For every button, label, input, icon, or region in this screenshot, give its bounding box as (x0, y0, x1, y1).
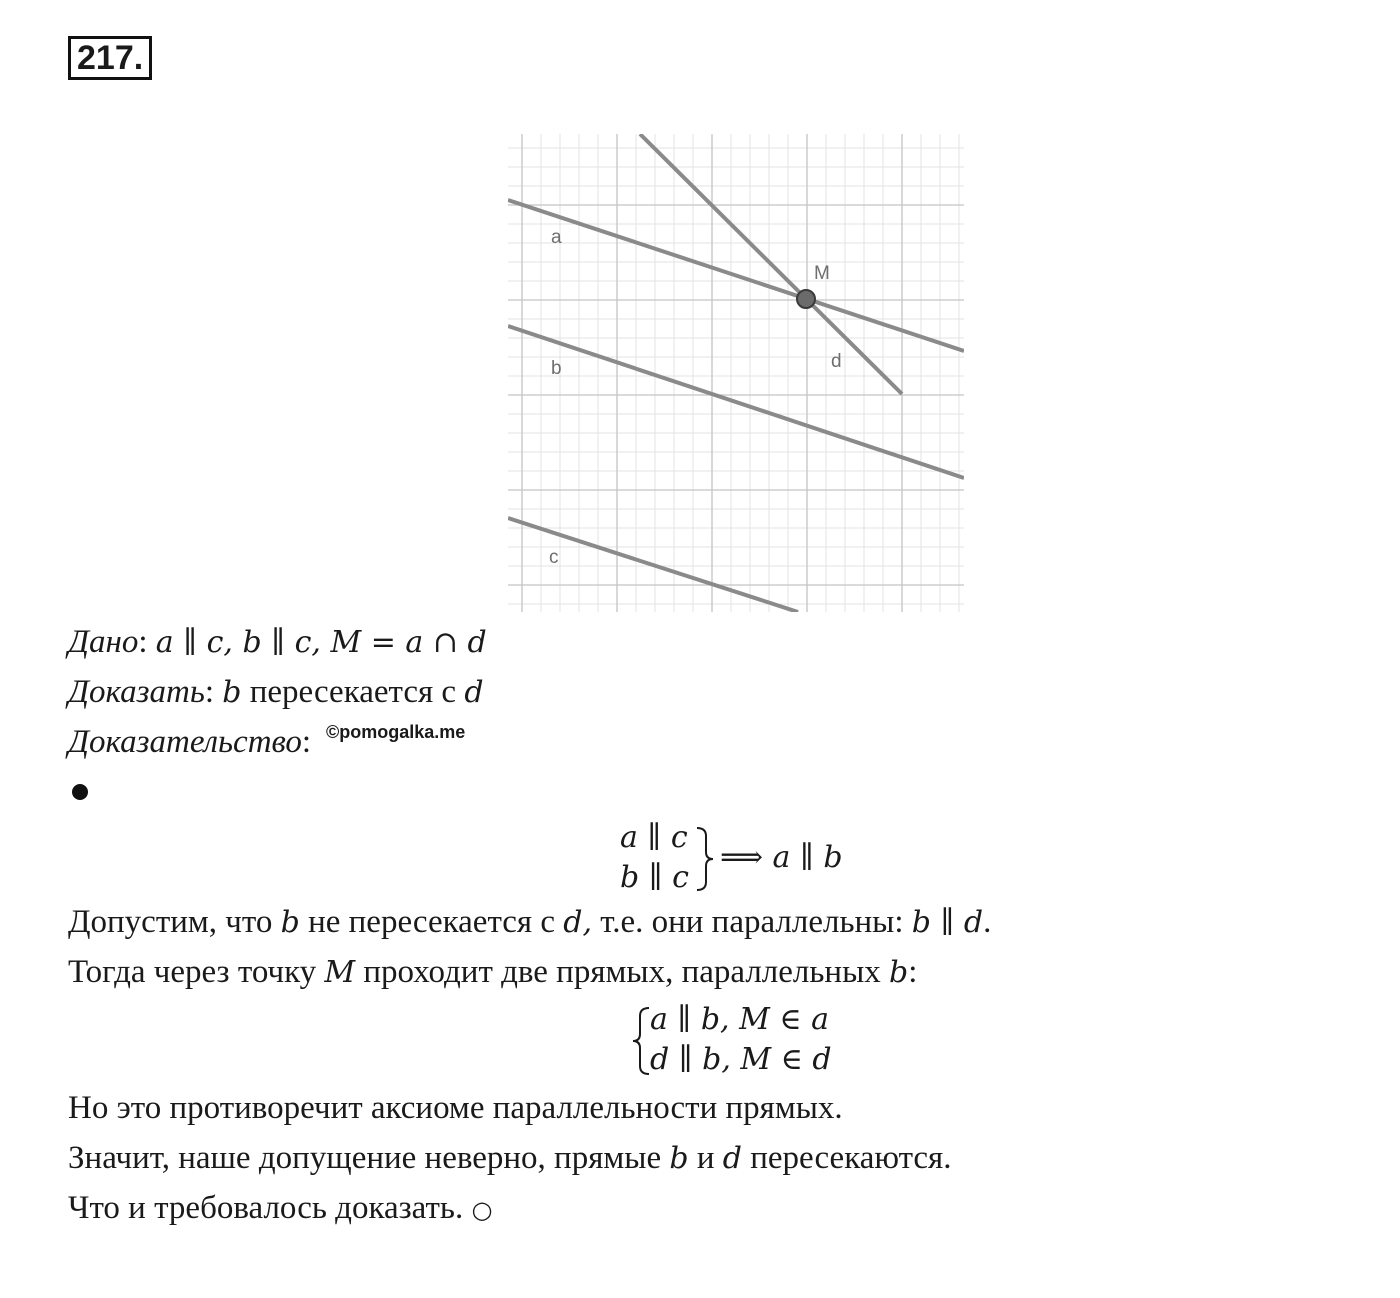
prove-text: пересекается с (249, 674, 457, 710)
suppose-var-2: d, (563, 905, 592, 940)
implication-row-1: a ∥ c (620, 820, 688, 855)
problem-number: 217. (68, 36, 152, 80)
bullet-marker (72, 784, 88, 800)
qed-symbol: ○ (471, 1196, 493, 1224)
conclusion-var-2: d (722, 1141, 742, 1176)
conclusion-text-3: пересекаются. (750, 1140, 952, 1176)
system-block (650, 1000, 832, 1080)
point-m (797, 290, 815, 308)
then-var-1: M (324, 955, 356, 990)
prove-label: Доказать (68, 674, 205, 710)
prove-var-b: b (222, 675, 242, 710)
prove-line (68, 672, 484, 713)
qed-text: Что и требовалось доказать. (68, 1190, 464, 1226)
contradiction-line: Но это противоречит аксиоме параллельности прямых. (68, 1090, 843, 1126)
then-text-2: проходит две прямых, параллельных (363, 954, 881, 990)
line-b (508, 326, 964, 478)
geometry-figure (508, 134, 964, 612)
suppose-text-1: Допустим, что (68, 904, 273, 940)
given-colon: : (138, 624, 148, 660)
proof-label: Доказательство (68, 724, 302, 760)
line-d (640, 134, 902, 394)
suppose-text-2: не пересекается с (308, 904, 555, 940)
implication-block (620, 818, 689, 898)
system-row-2: d ∥ b, M ∈ d (650, 1042, 832, 1077)
system-row-1: a ∥ b, M ∈ a (650, 1002, 829, 1037)
suppose-line (68, 902, 991, 943)
conclusion-line (68, 1138, 952, 1179)
suppose-text-4: . (983, 904, 992, 940)
prove-var-d: d (464, 675, 484, 710)
qed-line (68, 1188, 492, 1230)
label-d: d (831, 351, 842, 372)
line-a (508, 200, 964, 351)
label-b: b (551, 358, 562, 379)
prove-colon: : (204, 674, 215, 710)
then-text-3: : (908, 954, 918, 990)
then-var-2: b (889, 955, 909, 990)
suppose-text-3: т.е. они параллельны: (600, 904, 904, 940)
conclusion-var-1: b (669, 1141, 689, 1176)
label-c: c (549, 547, 559, 568)
suppose-var-3: b ∥ d (911, 905, 984, 940)
then-line (68, 952, 917, 993)
given-formula: a ∥ c, b ∥ c, M = a ∩ d (155, 625, 487, 660)
conclusion-text-2: и (696, 1140, 715, 1176)
conclusion-text-1: Значит, наше допущение неверно, прямые (68, 1140, 662, 1176)
implication-row-2: b ∥ c (620, 860, 689, 895)
right-brace-icon (694, 826, 716, 892)
watermark: ©pomogalka.me (326, 722, 466, 742)
given-line (68, 622, 487, 663)
suppose-var-1: b (280, 905, 300, 940)
label-m: M (814, 263, 830, 284)
then-text-1: Тогда через точку (68, 954, 317, 990)
proof-line (68, 722, 311, 762)
implication-result: ⟹ a ∥ b (720, 840, 843, 875)
label-a: a (551, 227, 562, 248)
proof-colon: : (301, 724, 312, 760)
left-brace-icon (630, 1006, 652, 1076)
given-label: Дано (68, 624, 139, 660)
